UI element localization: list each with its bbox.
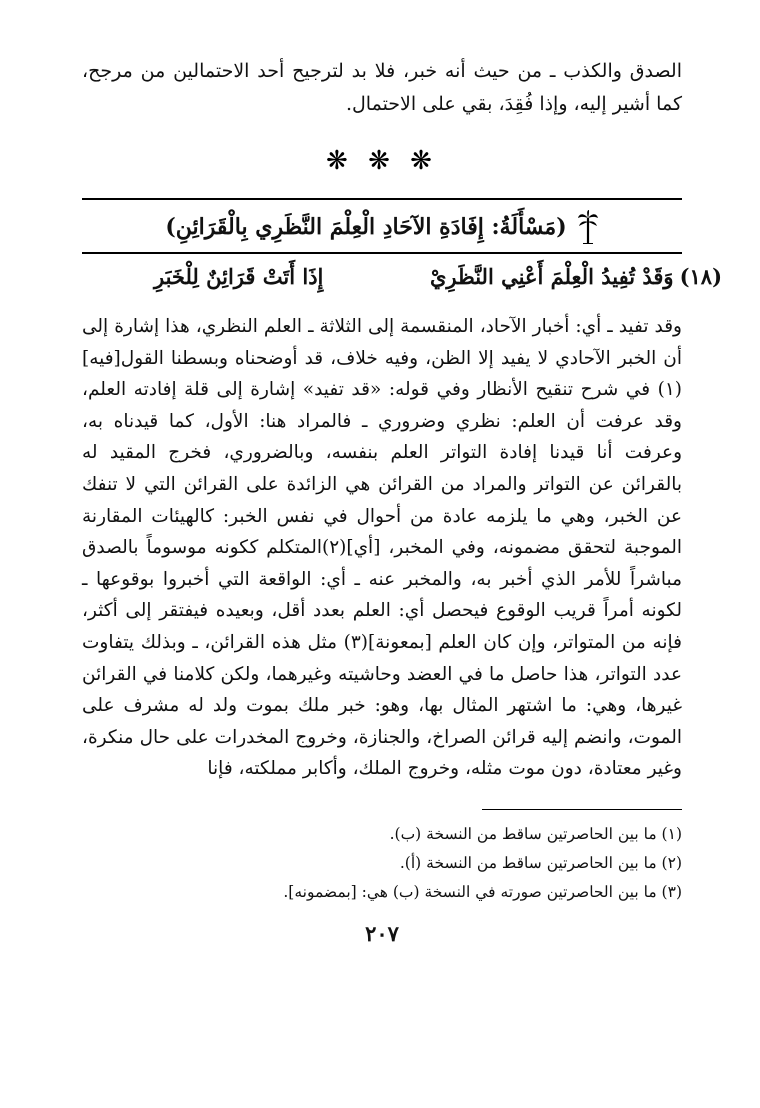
commentary-paragraph: وقد تفيد ـ أي: أخبار الآحاد، المنقسمة إلى الثلاثة ـ العلم النظري، هذا إشارة إلى أن الخبر الآحادي لا يفيد إلا الظن، وفيه خلاف، قد أوضحناه وبسطنا القول[فيه](١) في شرح تنقيح الأنظار وفي قوله: «قد تفيد» إشارة إلى قلة إفادته العلم، وقد عرفت أن العلم: نظري وضروري ـ فالمراد هنا: الأول، كما قيدناه به، وعرفت أنا قيدنا إفادة التواتر العلم بنفسه، وبالضروري، فخرج المقيد له بالقرائن عن التواتر والمراد من القرائن هي الزائدة على القرائن التي لا تنفك عن الخبر، وهي ما يلزمه عادة من أحوال في نفس الخبر: كالهيئات المقارنة الموجبة لتحقق مضمونه، وفي المخبر، [أي](٢)المتكلم ككونه موسوماً بالصدق مباشراً للأمر الذي أخبر به، والمخبر عنه ـ أي: الواقعة التي أخبروا بوقوعها ـ لكونه أمراً قريب الوقوع فيحصل أي: العلم بعدد أقل، وبعيده فيفتقر إلى أكثر، فإنه من المتواتر، وإن كان العلم [بمعونة](٣) مثل هذه القرائن، ـ وبذلك يتفاوت عدد التواتر، هذا حاصل ما في العضد وحاشيته وغيرهما، ولكن كلامنا في القرائن غيرها، وهي: ما اشتهر المثال بها، وهو: خبر ملك بموت ولد له مشرف على الموت، وانضم إليه قرائن الصراخ، والجنازة، وخروج المخدرات على حال منكرة، وغير معتادة، دون موت مثله، وخروج الملك، وأكابر مملكته، فإنا	[82, 316, 682, 780]
page-number: ٢٠٧	[365, 920, 399, 946]
heading-top-rule	[82, 198, 682, 200]
footnote-3: (٣) ما بين الحاصرتين صورته في النسخة (ب) هي: [بمضمونه].	[283, 882, 682, 901]
verse-hemistich-2: إِذَا أَتَتْ قَرَائِنٌ لِلْخَبَرِ	[154, 264, 324, 289]
footnote-1: (١) ما بين الحاصرتين ساقط من النسخة (ب).	[389, 824, 682, 843]
section-heading: (مَسْأَلَةُ: إِفَادَةِ الآحَادِ الْعِلْمَ النَّظَرِي بِالْقَرَائِنِ)	[165, 214, 567, 240]
verse-number: (١٨)	[679, 264, 722, 289]
verse-hemistich-1: وَقَدْ تُفِيدُ الْعِلْمَ أَعْنِي النَّظَرِيْ	[429, 264, 674, 289]
footnote-2: (٢) ما بين الحاصرتين ساقط من النسخة (أ).	[399, 853, 682, 872]
palm-ornament-icon	[577, 210, 599, 244]
verse-line	[82, 264, 722, 289]
document-page	[82, 55, 722, 946]
heading-bottom-rule	[82, 252, 682, 254]
top-paragraph: الصدق والكذب ـ من حيث أنه خبر، فلا بد لترجيح أحد الاحتمالين من مرجح، كما أشير إليه، وإذا فُقِدَ، بقي على الاحتمال.	[82, 60, 682, 115]
separator-stars: ❋ ❋ ❋	[326, 146, 438, 176]
section-heading-row	[82, 210, 682, 244]
footnote-rule	[482, 809, 682, 810]
